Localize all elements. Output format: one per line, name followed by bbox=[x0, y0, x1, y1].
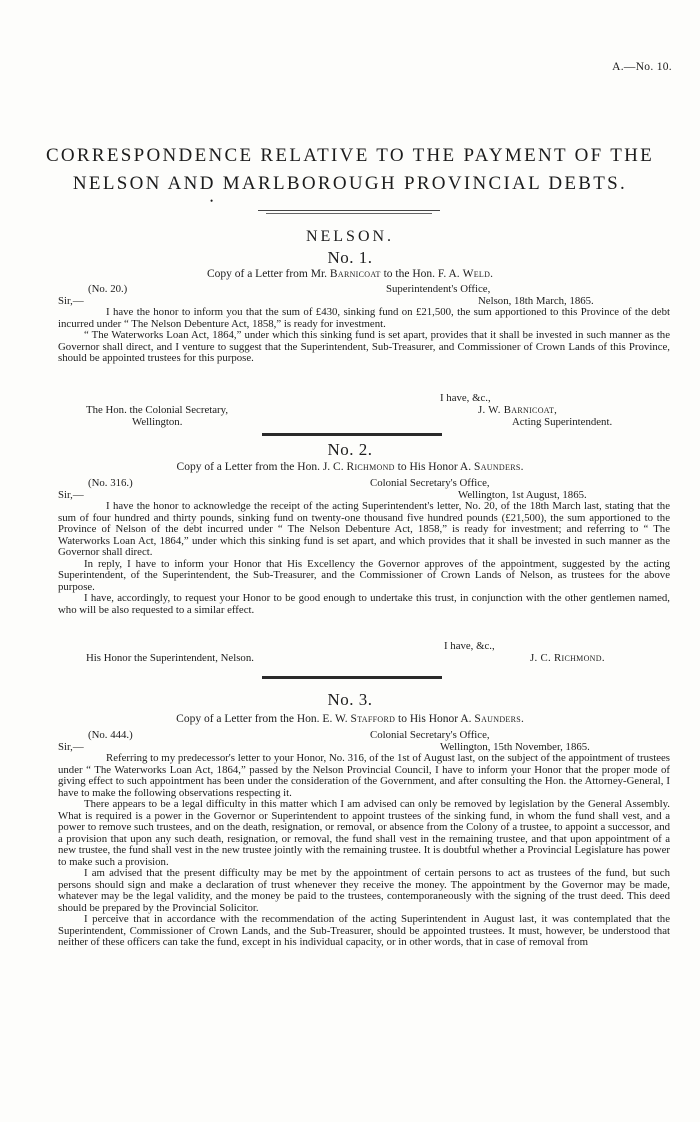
letter-1-addressee-city: Wellington. bbox=[132, 416, 183, 428]
letter-1-paragraph-1: I have the honor to inform you that the sum of £430, sinking fund on £21,500, the sum apportioned to this Province of the debt incurred under “ The Nelson Debenture Act, 1858,” is ready for investment. bbox=[58, 306, 670, 330]
letter-1-body bbox=[58, 307, 670, 365]
letter-1-heading: Copy of a Letter from Mr. Barnicoat to the Hon. F. A. Weld. bbox=[206, 268, 494, 280]
letter-3-paragraph-1: Referring to my predecessor's letter to your Honor, No. 316, of the 1st of August last, on the subject of the appointment of trustees under “ The Waterworks Loan Act, 1864,” passed by the Nelson Provincial Council, I have to inform your Honor that the proper mode of giving effect to such appointment has been under the consideration of the Government, and after consulting the Hon. the Attorney-General, I have to make the following observations respecting it. bbox=[58, 752, 670, 799]
letter-1-salutation: Sir,— bbox=[58, 295, 84, 307]
letter-2-office: Colonial Secretary's Office, bbox=[370, 477, 490, 489]
letter-2-heading: Copy of a Letter from the Hon. J. C. Richmond to His Honor A. Saunders. bbox=[176, 461, 524, 473]
section-heading-nelson: NELSON. bbox=[305, 228, 395, 245]
section-divider bbox=[262, 676, 442, 679]
letter-2-closing: I have, &c., bbox=[444, 640, 495, 652]
letter-3-reference: (No. 444.) bbox=[88, 729, 133, 741]
letter-2-paragraph-1: I have the honor to acknowledge the receipt of the acting Superintendent's letter, No. 20, of the 18th March last, stating that the sum of four hundred and thirty pounds, sinking fund on twenty-one thousand five hundred pounds (£21,500), the sum apportioned to the Province of Nelson of the debt incurred under “ The Nelson Debenture Act, 1858,” is ready for investment; and referring to “ The Waterworks Loan Act, 1864,” under which this sinking fund is set apart, and which provides that it shall be invested in such manner as the Governor shall direct. bbox=[58, 500, 670, 558]
section-divider bbox=[262, 433, 442, 436]
letter-2-number: No. 2. bbox=[327, 440, 373, 459]
letter-2-addressee: His Honor the Superintendent, Nelson. bbox=[86, 652, 254, 664]
letter-2-salutation: Sir,— bbox=[58, 489, 84, 501]
letter-3-paragraph-3: I am advised that the present difficulty may be met by the appointment of certain persons to act as trustees of the fund, but such persons should sign and make a declaration of trust whenever they receive the money. The appointment by the Governor may be made, whatever may be the legal validity, and the money be paid to the trustees, contemporaneously with the signing of the trust deed. This deed should be prepared by the Provincial Solicitor. bbox=[58, 867, 670, 914]
ink-mark: • bbox=[210, 196, 214, 206]
letter-1-signature: J. W. Barnicoat, bbox=[478, 404, 558, 416]
letter-3-salutation: Sir,— bbox=[58, 741, 84, 753]
letter-3-office: Colonial Secretary's Office, bbox=[370, 729, 490, 741]
letter-3-body bbox=[58, 753, 670, 949]
letter-1-closing: I have, &c., bbox=[440, 392, 491, 404]
letter-3-paragraph-2: There appears to be a legal difficulty in this matter which I am advised can only be removed by legislation by the General Assembly. What is required is a power in the Governor or Superintendent to appoint trustees of the sinking fund, in whom the fund shall vest, and a power to remove such trustees, and on the death, resignation, or removal, or absence from the Colony of a trustee, to appoint a successor, and a provision that upon any such death, resignation, or removal, the fund shall vest in the remaining trustee, and that upon appointment of a new trustee, the fund shall vest in the new trustee jointly with the remaining trustee. It is doubtful whether a Provincial Legislature has power to make such a provision. bbox=[58, 798, 670, 868]
letter-1-date: Nelson, 18th March, 1865. bbox=[478, 295, 594, 307]
letter-3-date: Wellington, 15th November, 1865. bbox=[440, 741, 590, 753]
letter-1-reference: (No. 20.) bbox=[88, 283, 128, 295]
title-rule bbox=[258, 210, 440, 211]
letter-2-date: Wellington, 1st August, 1865. bbox=[458, 489, 587, 501]
document-title-line-2: NELSON AND MARLBOROUGH PROVINCIAL DEBTS. bbox=[72, 173, 628, 194]
letter-1-number: No. 1. bbox=[327, 248, 373, 267]
letter-1-addressee: The Hon. the Colonial Secretary, bbox=[86, 404, 229, 416]
letter-3-paragraph-4: I perceive that in accordance with the recommendation of the acting Superintendent in August last, it was contemplated that the Superintendent, Commissioner of Crown Lands, and the Sub-Treasurer, should be appointed trustees. It must, however, be understood that neither of these officers can take the fund, except in his individual capacity, or in other words, that in case of removal from bbox=[58, 913, 670, 948]
letter-2-body bbox=[58, 501, 670, 616]
letter-1-office: Superintendent's Office, bbox=[386, 283, 491, 295]
letter-1-paragraph-2: “ The Waterworks Loan Act, 1864,” under which this sinking fund is set apart, provides that it shall be invested in such manner as the Governor shall direct, and I venture to suggest that the Superintendent, Sub-Treasurer, and Commissioner of Crown Lands of this Province, should be appointed trustees for this purpose. bbox=[58, 329, 670, 364]
document-title-line-1: CORRESPONDENCE RELATIVE TO THE PAYMENT OF THE bbox=[45, 145, 655, 166]
letter-1-signature-title: Acting Superintendent. bbox=[512, 416, 613, 428]
letter-2-paragraph-3: I have, accordingly, to request your Honor to be good enough to undertake this trust, in conjunction with the other gentlemen named, who will be also requested to a similar effect. bbox=[58, 592, 670, 616]
letter-3-heading: Copy of a Letter from the Hon. E. W. Stafford to His Honor A. Saunders. bbox=[176, 713, 524, 725]
page-reference: A.—No. 10. bbox=[612, 61, 672, 73]
letter-2-paragraph-2: In reply, I have to inform your Honor that His Excellency the Governor approves of the appointment, suggested by the acting Superintendent, of the Superintendent, the Sub-Treasurer, and the Commissioner of Crown Lands of Nelson, as trustees for the above purpose. bbox=[58, 557, 670, 593]
letter-2-signature: J. C. Richmond. bbox=[530, 652, 605, 664]
letter-3-number: No. 3. bbox=[327, 690, 373, 709]
letter-2-reference: (No. 316.) bbox=[88, 477, 133, 489]
